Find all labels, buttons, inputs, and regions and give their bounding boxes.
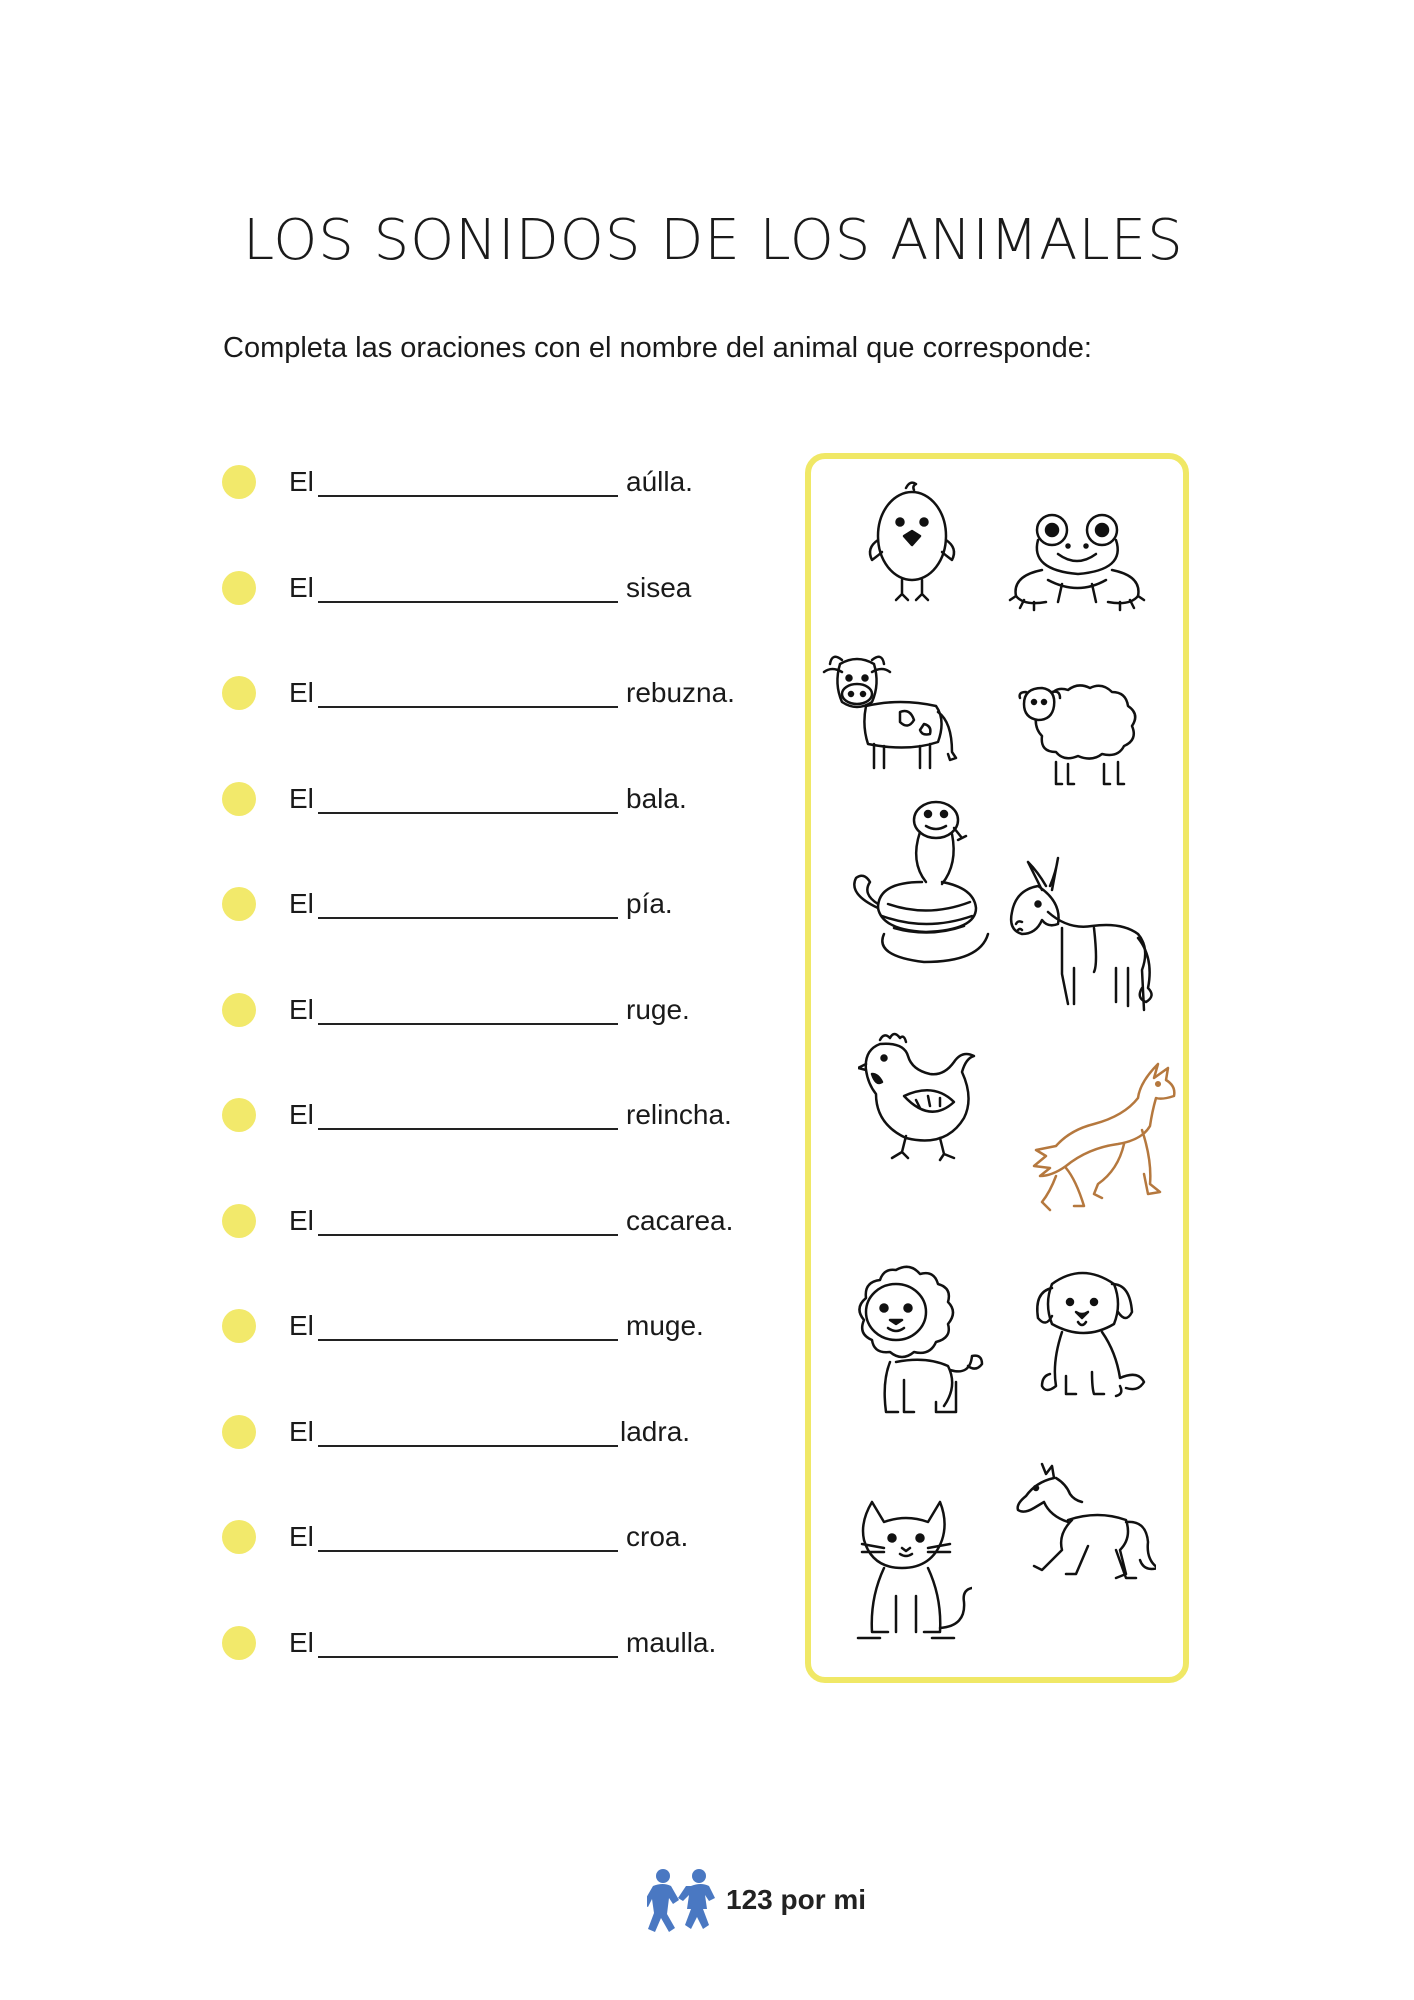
- bullet-dot: [222, 1626, 256, 1660]
- cow-icon: [820, 650, 972, 778]
- bullet-dot: [222, 993, 256, 1027]
- sentence-verb: cacarea.: [626, 1204, 734, 1236]
- lion-icon: [840, 1262, 994, 1424]
- frog-icon: [1008, 510, 1146, 618]
- bullet-dot: [222, 676, 256, 710]
- sentence-article: El: [289, 1521, 314, 1552]
- hen-icon: [858, 1030, 986, 1164]
- sentence-item: [222, 886, 782, 921]
- answer-blank[interactable]: [318, 1445, 618, 1447]
- sentence-item: [222, 464, 782, 499]
- sheep-icon: [1018, 678, 1148, 790]
- answer-blank[interactable]: [318, 1023, 618, 1025]
- footer-logo: [647, 1868, 887, 1936]
- bullet-dot: [222, 782, 256, 816]
- sentence-verb: aúlla.: [626, 466, 693, 497]
- sentence-item: [222, 1519, 782, 1554]
- sentence-verb: rebuzna.: [626, 677, 735, 708]
- sentence-verb: maulla.: [626, 1626, 717, 1658]
- sentence-verb: croa.: [626, 1521, 689, 1552]
- sentence-article: El: [289, 782, 314, 814]
- sentence-item: [222, 675, 782, 710]
- instruction-text: Completa las oraciones con el nombre del animal que corresponde:: [223, 332, 1092, 364]
- sentence-verb: relincha.: [626, 1099, 732, 1130]
- sentence-article: El: [289, 1310, 314, 1341]
- answer-blank[interactable]: [318, 1339, 618, 1341]
- sentence-item: [222, 1625, 782, 1660]
- sentence-item: [222, 992, 782, 1027]
- sentence-verb: muge.: [626, 1310, 704, 1341]
- sentence-article: El: [289, 677, 314, 708]
- bullet-dot: [222, 1309, 256, 1343]
- answer-blank[interactable]: [318, 917, 618, 919]
- sentence-item: [222, 570, 782, 605]
- answer-blank[interactable]: [318, 812, 618, 814]
- answer-blank[interactable]: [318, 1550, 618, 1552]
- bullet-dot: [222, 1204, 256, 1238]
- answer-blank[interactable]: [318, 1128, 618, 1130]
- wolf-icon: [1020, 1060, 1186, 1220]
- sentence-item: [222, 1097, 782, 1132]
- sentence-article: El: [289, 1626, 314, 1658]
- answer-blank[interactable]: [318, 601, 618, 603]
- bullet-dot: [222, 1520, 256, 1554]
- sentence-verb: ladra.: [620, 1415, 691, 1447]
- sentence-verb: bala.: [626, 782, 687, 814]
- bullet-dot: [222, 465, 256, 499]
- snake-icon: [848, 798, 996, 966]
- sentence-item: [222, 1308, 782, 1343]
- donkey-icon: [1008, 856, 1160, 1016]
- sentence-article: El: [289, 993, 314, 1025]
- bullet-dot: [222, 1415, 256, 1449]
- sentence-list: [222, 464, 782, 1730]
- bullet-dot: [222, 887, 256, 921]
- children-icon: [647, 1868, 719, 1941]
- answer-blank[interactable]: [318, 495, 618, 497]
- sentence-article: El: [289, 1099, 314, 1130]
- page-title: LOS SONIDOS DE LOS ANIMALES: [243, 208, 1184, 273]
- answer-blank[interactable]: [318, 706, 618, 708]
- dog-icon: [1032, 1266, 1156, 1400]
- sentence-verb: ruge.: [626, 993, 690, 1025]
- sentence-article: El: [289, 1204, 314, 1236]
- horse-icon: [1012, 1460, 1156, 1596]
- sentence-item: [222, 1414, 782, 1449]
- chick-icon: [862, 478, 962, 610]
- sentence-article: El: [289, 1415, 314, 1447]
- sentence-article: El: [289, 888, 314, 919]
- sentence-item: [222, 1203, 782, 1238]
- sentence-verb: sisea: [626, 571, 692, 603]
- sentence-verb: pía.: [626, 888, 673, 919]
- brand-name: 123 por mi: [726, 1884, 867, 1915]
- sentence-article: El: [289, 466, 314, 497]
- answer-blank[interactable]: [318, 1656, 618, 1658]
- bullet-dot: [222, 571, 256, 605]
- bullet-dot: [222, 1098, 256, 1132]
- sentence-item: [222, 781, 782, 816]
- sentence-article: El: [289, 571, 314, 603]
- cat-icon: [856, 1496, 972, 1646]
- answer-blank[interactable]: [318, 1234, 618, 1236]
